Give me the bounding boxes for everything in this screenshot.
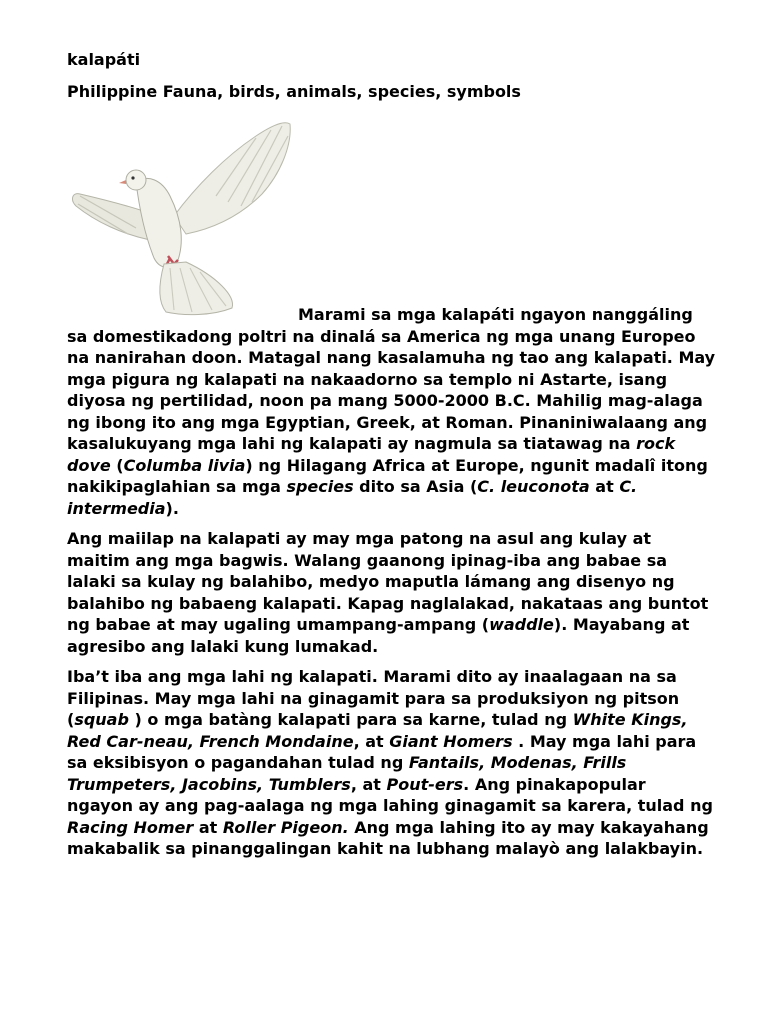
white-dove-icon: [66, 116, 296, 316]
paragraph-3: Iba’t iba ang mga lahi ng kalapati. Marami dito ay inaalagaan na sa Filipinas. May mga lahi na ginagamit para sa produksiyon ng pitson (squab ) o mga batàng kalapati para sa karne, tulad ng White Kings, Red Car-neau, French Mondaine, at Giant Homers . May mga lahi para sa eksibisyon o pagandahan tulad ng Fantails, Modenas, Frills Trumpeters, Jacobins, Tumblers, at Pout-ers. Ang pinakapopular ngayon ay ang pag-aalaga ng mga lahing ginagamit sa karera, tulad ng Racing Homer at Roller Pigeon. Ang mga lahing ito ay may kakayahang makabalik sa pinanggalingan kahit na lubhang malayò ang lalakbayin.: [67, 667, 713, 858]
paragraph-1: Marami sa mga kalapáti ngayon nanggáling sa domestikadong poltri na dinalá sa America ng mga unang Europeo na nanirahan doon. Matagal nang kasalamuha ng tao ang kalapati. May mga pigura ng kalapati na nakaadorno sa templo ni Astarte, isang diyosa ng pertilidad, noon pa mang 5000-2000 B.C. Mahilig mag-alaga ng ibong ito ang mga Egyptian, Greek, at Roman. Pinaniniwalaang ang kasalukuyang mga lahi ng kalapati ay nagmula sa tiatawag na rock dove (Columba livia) ng Hilagang Africa at Europe, ngunit madalî itong nakikipaglahian sa mga species dito sa Asia (C. leuconota at C. intermedia).: [67, 305, 716, 518]
paragraph-2: Ang maiilap na kalapati ay may mga patong na asul ang kulay at maitim ang mga bagwis. Walang gaanong ipinag-iba ang babae sa lalaki sa kulay ng balahibo, medyo maputla lámang ang disenyo ng balahibo ng babaeng kalapati. Kapag naglalakad, nakataas ang buntot ng babae at may ugaling umampang-ampang (waddle). Mayabang at agresibo ang lalaki kung lumakad.: [67, 529, 709, 656]
article-body: [67, 304, 717, 869]
page-title: kalapáti: [67, 50, 141, 69]
page-subtitle: Philippine Fauna, birds, animals, species, symbols: [67, 82, 521, 101]
